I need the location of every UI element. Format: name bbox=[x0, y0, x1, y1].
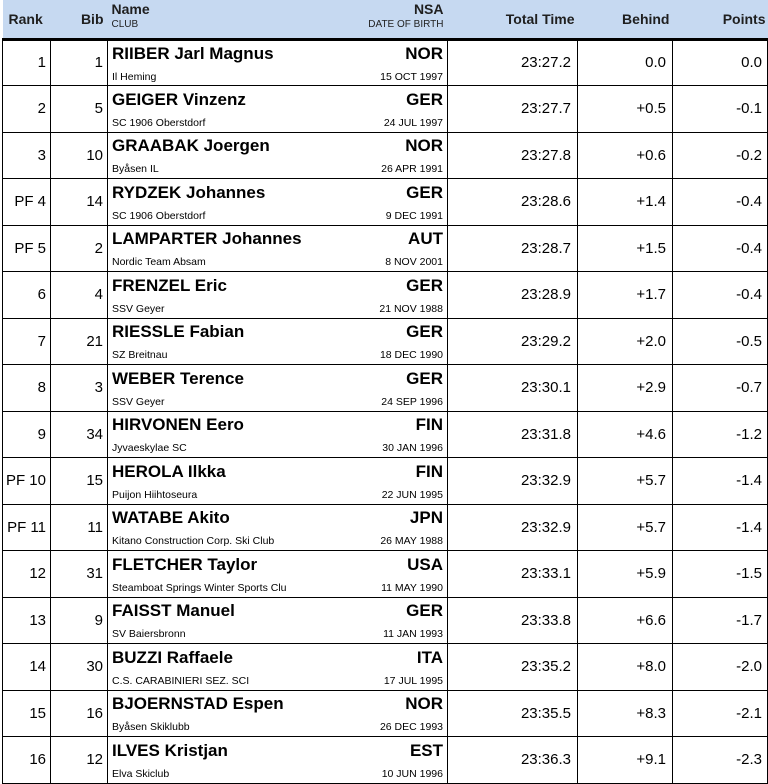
athlete-name: RYDZEK Johannes bbox=[112, 182, 266, 202]
behind-cell bbox=[578, 225, 673, 272]
total-time-cell bbox=[448, 132, 578, 179]
table-row bbox=[3, 272, 768, 319]
bib-value: 1 bbox=[94, 54, 103, 72]
athlete-cell bbox=[108, 458, 448, 505]
rank-value: 1 bbox=[37, 54, 46, 72]
header-behind: Behind bbox=[578, 0, 673, 39]
bib-cell bbox=[51, 179, 108, 226]
athlete-name: HIRVONEN Eero bbox=[112, 415, 244, 435]
bib-value: 12 bbox=[86, 751, 103, 769]
athlete-dob: 21 NOV 1988 bbox=[379, 302, 443, 315]
athlete-club: Nordic Team Absam bbox=[112, 256, 206, 269]
bib-cell bbox=[51, 690, 108, 737]
behind-cell bbox=[578, 551, 673, 598]
total-time-cell bbox=[448, 644, 578, 691]
header-club: CLUB bbox=[111, 19, 139, 30]
athlete-name: GRAABAK Joergen bbox=[112, 136, 270, 156]
rank-cell bbox=[3, 644, 51, 691]
behind-cell bbox=[578, 737, 673, 784]
rank-value: 3 bbox=[37, 146, 46, 164]
behind-value: +0.6 bbox=[636, 146, 666, 164]
bib-cell bbox=[51, 411, 108, 458]
points-cell bbox=[673, 272, 768, 319]
athlete-dob: 10 JUN 1996 bbox=[381, 767, 443, 780]
athlete-dob: 24 JUL 1997 bbox=[383, 116, 443, 129]
athlete-name: FAISST Manuel bbox=[112, 601, 235, 621]
athlete-dob: 24 SEP 1996 bbox=[381, 395, 443, 408]
behind-value: +5.7 bbox=[636, 472, 666, 490]
table-row bbox=[3, 597, 768, 644]
bib-cell bbox=[51, 737, 108, 784]
behind-cell bbox=[578, 318, 673, 365]
rank-cell bbox=[3, 458, 51, 505]
points-value: -0.1 bbox=[736, 100, 762, 118]
behind-cell bbox=[578, 504, 673, 551]
athlete-nsa: FIN bbox=[415, 461, 443, 481]
athlete-dob: 11 JAN 1993 bbox=[383, 628, 443, 641]
rank-cell bbox=[3, 272, 51, 319]
points-value: 0.0 bbox=[741, 54, 762, 72]
total-time-cell bbox=[448, 39, 578, 86]
athlete-nsa: NOR bbox=[405, 694, 443, 714]
athlete-dob: 30 JAN 1996 bbox=[382, 442, 443, 455]
athlete-club: Byåsen Skiklubb bbox=[112, 721, 190, 734]
total-time-value: 23:28.7 bbox=[520, 239, 571, 257]
athlete-cell bbox=[108, 690, 448, 737]
athlete-nsa: GER bbox=[406, 182, 443, 202]
points-cell bbox=[673, 504, 768, 551]
athlete-nsa: AUT bbox=[408, 229, 443, 249]
header-total-time: Total Time bbox=[448, 0, 578, 39]
table-row bbox=[3, 551, 768, 598]
total-time-cell bbox=[448, 86, 578, 133]
rank-value: 14 bbox=[29, 658, 46, 676]
bib-value: 11 bbox=[87, 518, 103, 536]
total-time-cell bbox=[448, 179, 578, 226]
rank-value: PF 5 bbox=[14, 239, 46, 257]
athlete-cell bbox=[108, 86, 448, 133]
total-time-value: 23:32.9 bbox=[520, 472, 571, 490]
athlete-nsa: EST bbox=[409, 740, 443, 760]
points-value: -0.4 bbox=[736, 239, 762, 257]
points-value: -1.7 bbox=[736, 611, 762, 629]
total-time-cell bbox=[448, 272, 578, 319]
athlete-name: FRENZEL Eric bbox=[112, 275, 227, 295]
points-cell bbox=[673, 737, 768, 784]
bib-cell bbox=[51, 458, 108, 505]
athlete-cell bbox=[108, 737, 448, 784]
athlete-dob: 11 MAY 1990 bbox=[381, 581, 443, 594]
points-value: -1.4 bbox=[736, 518, 762, 536]
bib-cell bbox=[51, 644, 108, 691]
table-row bbox=[3, 179, 768, 226]
points-cell bbox=[673, 132, 768, 179]
rank-cell bbox=[3, 179, 51, 226]
header-rank: Rank bbox=[3, 0, 51, 39]
total-time-value: 23:32.9 bbox=[520, 518, 571, 536]
header-nsa: NSA bbox=[413, 1, 444, 17]
athlete-club: Puijon Hiihtoseura bbox=[112, 488, 198, 501]
bib-value: 10 bbox=[86, 146, 103, 164]
behind-cell bbox=[578, 39, 673, 86]
athlete-nsa: NOR bbox=[405, 136, 443, 156]
rank-cell bbox=[3, 551, 51, 598]
athlete-nsa: FIN bbox=[415, 415, 443, 435]
bib-cell bbox=[51, 318, 108, 365]
points-value: -2.1 bbox=[736, 704, 762, 722]
behind-value: +6.6 bbox=[636, 611, 666, 629]
athlete-club: Kitano Construction Corp. Ski Club bbox=[112, 535, 275, 548]
behind-value: +2.9 bbox=[636, 379, 666, 397]
athlete-dob: 26 DEC 1993 bbox=[379, 721, 443, 734]
total-time-value: 23:31.8 bbox=[520, 425, 571, 443]
results-body bbox=[3, 39, 768, 783]
athlete-nsa: JPN bbox=[409, 508, 443, 528]
athlete-cell bbox=[108, 504, 448, 551]
bib-value: 9 bbox=[94, 611, 103, 629]
athlete-name: WATABE Akito bbox=[112, 508, 230, 528]
points-value: -0.7 bbox=[736, 379, 762, 397]
bib-value: 34 bbox=[86, 425, 103, 443]
behind-value: +5.9 bbox=[636, 565, 666, 583]
total-time-value: 23:28.9 bbox=[520, 286, 571, 304]
athlete-nsa: GER bbox=[406, 275, 443, 295]
athlete-cell bbox=[108, 272, 448, 319]
bib-cell bbox=[51, 39, 108, 86]
athlete-cell bbox=[108, 39, 448, 86]
behind-cell bbox=[578, 365, 673, 412]
total-time-value: 23:33.8 bbox=[520, 611, 571, 629]
total-time-cell bbox=[448, 690, 578, 737]
rank-value: 12 bbox=[29, 565, 46, 583]
rank-value: PF 4 bbox=[14, 193, 46, 211]
athlete-name: WEBER Terence bbox=[112, 368, 244, 388]
athlete-cell bbox=[108, 179, 448, 226]
athlete-club: Il Heming bbox=[112, 70, 157, 83]
behind-cell bbox=[578, 132, 673, 179]
rank-value: 6 bbox=[37, 286, 46, 304]
athlete-dob: 9 DEC 1991 bbox=[385, 209, 443, 222]
rank-cell bbox=[3, 132, 51, 179]
total-time-value: 23:30.1 bbox=[520, 379, 571, 397]
athlete-dob: 15 OCT 1997 bbox=[380, 70, 443, 83]
bib-cell bbox=[51, 504, 108, 551]
rank-value: 2 bbox=[37, 100, 46, 118]
table-row bbox=[3, 504, 768, 551]
rank-value: 8 bbox=[37, 379, 46, 397]
athlete-nsa: USA bbox=[407, 554, 443, 574]
points-value: -0.4 bbox=[736, 193, 762, 211]
rank-value: 7 bbox=[37, 332, 46, 350]
behind-value: +9.1 bbox=[636, 751, 666, 769]
athlete-nsa: NOR bbox=[405, 43, 443, 63]
bib-cell bbox=[51, 365, 108, 412]
points-cell bbox=[673, 39, 768, 86]
rank-cell bbox=[3, 597, 51, 644]
athlete-club: Jyvaeskylae SC bbox=[112, 442, 187, 455]
athlete-name: GEIGER Vinzenz bbox=[112, 89, 246, 109]
total-time-cell bbox=[448, 737, 578, 784]
rank-cell bbox=[3, 365, 51, 412]
athlete-cell bbox=[108, 318, 448, 365]
behind-cell bbox=[578, 411, 673, 458]
behind-cell bbox=[578, 690, 673, 737]
rank-cell bbox=[3, 690, 51, 737]
header-athlete bbox=[108, 0, 448, 39]
athlete-dob: 26 APR 1991 bbox=[381, 163, 443, 176]
behind-value: +8.0 bbox=[636, 658, 666, 676]
header-points: Points bbox=[673, 0, 768, 39]
rank-value: 16 bbox=[29, 751, 46, 769]
athlete-club: SC 1906 Oberstdorf bbox=[112, 116, 206, 129]
bib-value: 15 bbox=[86, 472, 103, 490]
table-row bbox=[3, 458, 768, 505]
athlete-cell bbox=[108, 365, 448, 412]
points-cell bbox=[673, 225, 768, 272]
points-cell bbox=[673, 86, 768, 133]
results-table bbox=[2, 0, 768, 784]
behind-cell bbox=[578, 179, 673, 226]
athlete-cell bbox=[108, 411, 448, 458]
total-time-value: 23:27.8 bbox=[520, 146, 571, 164]
table-row bbox=[3, 411, 768, 458]
behind-value: +4.6 bbox=[636, 425, 666, 443]
points-value: -1.5 bbox=[736, 565, 762, 583]
athlete-club: SC 1906 Oberstdorf bbox=[112, 209, 206, 222]
athlete-club: Elva Skiclub bbox=[112, 767, 170, 780]
rank-value: 15 bbox=[29, 704, 46, 722]
athlete-name: BUZZI Raffaele bbox=[112, 647, 233, 667]
table-row bbox=[3, 365, 768, 412]
bib-cell bbox=[51, 597, 108, 644]
athlete-cell bbox=[108, 597, 448, 644]
rank-value: 9 bbox=[37, 425, 46, 443]
total-time-value: 23:27.2 bbox=[520, 54, 571, 72]
athlete-dob: 26 MAY 1988 bbox=[380, 535, 443, 548]
bib-value: 16 bbox=[86, 704, 103, 722]
table-header-row bbox=[3, 0, 768, 39]
header-bib: Bib bbox=[51, 0, 108, 39]
athlete-club: Byåsen IL bbox=[112, 163, 159, 176]
athlete-club: SZ Breitnau bbox=[112, 349, 168, 362]
points-value: -0.4 bbox=[736, 286, 762, 304]
table-row bbox=[3, 86, 768, 133]
athlete-club: SV Baiersbronn bbox=[112, 628, 186, 641]
header-dob: DATE OF BIRTH bbox=[368, 19, 444, 30]
bib-value: 5 bbox=[94, 100, 103, 118]
points-cell bbox=[673, 365, 768, 412]
points-cell bbox=[673, 551, 768, 598]
rank-cell bbox=[3, 411, 51, 458]
points-value: -1.2 bbox=[736, 425, 762, 443]
points-value: -0.2 bbox=[736, 146, 762, 164]
rank-value: PF 11 bbox=[7, 518, 46, 536]
athlete-name: RIIBER Jarl Magnus bbox=[112, 43, 274, 63]
table-row bbox=[3, 225, 768, 272]
bib-value: 4 bbox=[94, 286, 103, 304]
athlete-nsa: GER bbox=[406, 368, 443, 388]
points-value: -2.0 bbox=[736, 658, 762, 676]
bib-value: 30 bbox=[86, 658, 103, 676]
athlete-dob: 18 DEC 1990 bbox=[379, 349, 443, 362]
bib-value: 3 bbox=[94, 379, 103, 397]
points-cell bbox=[673, 597, 768, 644]
table-row bbox=[3, 132, 768, 179]
bib-cell bbox=[51, 132, 108, 179]
total-time-value: 23:36.3 bbox=[520, 751, 571, 769]
bib-cell bbox=[51, 86, 108, 133]
bib-cell bbox=[51, 551, 108, 598]
points-cell bbox=[673, 690, 768, 737]
athlete-nsa: GER bbox=[406, 601, 443, 621]
total-time-cell bbox=[448, 365, 578, 412]
behind-value: +8.3 bbox=[636, 704, 666, 722]
total-time-value: 23:35.5 bbox=[520, 704, 571, 722]
points-cell bbox=[673, 179, 768, 226]
bib-cell bbox=[51, 272, 108, 319]
rank-cell bbox=[3, 737, 51, 784]
header-name: Name bbox=[111, 1, 150, 17]
behind-value: +5.7 bbox=[636, 518, 666, 536]
points-value: -0.5 bbox=[736, 332, 762, 350]
athlete-name: RIESSLE Fabian bbox=[112, 322, 245, 342]
table-row bbox=[3, 690, 768, 737]
behind-value: +1.4 bbox=[636, 193, 666, 211]
table-row bbox=[3, 318, 768, 365]
total-time-cell bbox=[448, 504, 578, 551]
rank-cell bbox=[3, 39, 51, 86]
points-cell bbox=[673, 318, 768, 365]
points-value: -1.4 bbox=[736, 472, 762, 490]
athlete-dob: 17 JUL 1995 bbox=[383, 674, 443, 687]
behind-cell bbox=[578, 597, 673, 644]
behind-cell bbox=[578, 86, 673, 133]
athlete-name: FLETCHER Taylor bbox=[112, 554, 258, 574]
athlete-name: LAMPARTER Johannes bbox=[112, 229, 302, 249]
athlete-club: SSV Geyer bbox=[112, 302, 165, 315]
table-row bbox=[3, 644, 768, 691]
athlete-cell bbox=[108, 132, 448, 179]
behind-value: +2.0 bbox=[636, 332, 666, 350]
athlete-cell bbox=[108, 551, 448, 598]
athlete-name: ILVES Kristjan bbox=[112, 740, 228, 760]
points-value: -2.3 bbox=[736, 751, 762, 769]
behind-value: 0.0 bbox=[645, 54, 666, 72]
behind-cell bbox=[578, 458, 673, 505]
behind-value: +1.7 bbox=[636, 286, 666, 304]
total-time-cell bbox=[448, 411, 578, 458]
athlete-dob: 8 NOV 2001 bbox=[385, 256, 443, 269]
total-time-value: 23:28.6 bbox=[520, 193, 571, 211]
total-time-cell bbox=[448, 458, 578, 505]
athlete-dob: 22 JUN 1995 bbox=[381, 488, 443, 501]
athlete-name: BJOERNSTAD Espen bbox=[112, 694, 284, 714]
athlete-club: SSV Geyer bbox=[112, 395, 165, 408]
total-time-cell bbox=[448, 551, 578, 598]
rank-cell bbox=[3, 318, 51, 365]
total-time-value: 23:27.7 bbox=[520, 100, 571, 118]
athlete-cell bbox=[108, 225, 448, 272]
bib-value: 2 bbox=[94, 239, 103, 257]
behind-value: +1.5 bbox=[636, 239, 666, 257]
rank-cell bbox=[3, 86, 51, 133]
athlete-name: HEROLA Ilkka bbox=[112, 461, 226, 481]
total-time-cell bbox=[448, 318, 578, 365]
table-row bbox=[3, 737, 768, 784]
bib-value: 31 bbox=[86, 565, 103, 583]
behind-cell bbox=[578, 272, 673, 319]
behind-value: +0.5 bbox=[636, 100, 666, 118]
total-time-cell bbox=[448, 597, 578, 644]
total-time-value: 23:29.2 bbox=[520, 332, 571, 350]
rank-cell bbox=[3, 504, 51, 551]
total-time-cell bbox=[448, 225, 578, 272]
bib-value: 21 bbox=[86, 332, 103, 350]
athlete-cell bbox=[108, 644, 448, 691]
points-cell bbox=[673, 411, 768, 458]
points-cell bbox=[673, 644, 768, 691]
rank-value: 13 bbox=[29, 611, 46, 629]
athlete-nsa: GER bbox=[406, 322, 443, 342]
athlete-nsa: GER bbox=[406, 89, 443, 109]
table-row bbox=[3, 39, 768, 86]
athlete-club: C.S. CARABINIERI SEZ. SCI bbox=[112, 674, 250, 687]
bib-cell bbox=[51, 225, 108, 272]
total-time-value: 23:33.1 bbox=[520, 565, 571, 583]
rank-value: PF 10 bbox=[5, 472, 46, 490]
points-cell bbox=[673, 458, 768, 505]
athlete-nsa: ITA bbox=[416, 647, 443, 667]
behind-cell bbox=[578, 644, 673, 691]
bib-value: 14 bbox=[86, 193, 103, 211]
rank-cell bbox=[3, 225, 51, 272]
athlete-club: Steamboat Springs Winter Sports Clu bbox=[112, 581, 287, 594]
total-time-value: 23:35.2 bbox=[520, 658, 571, 676]
